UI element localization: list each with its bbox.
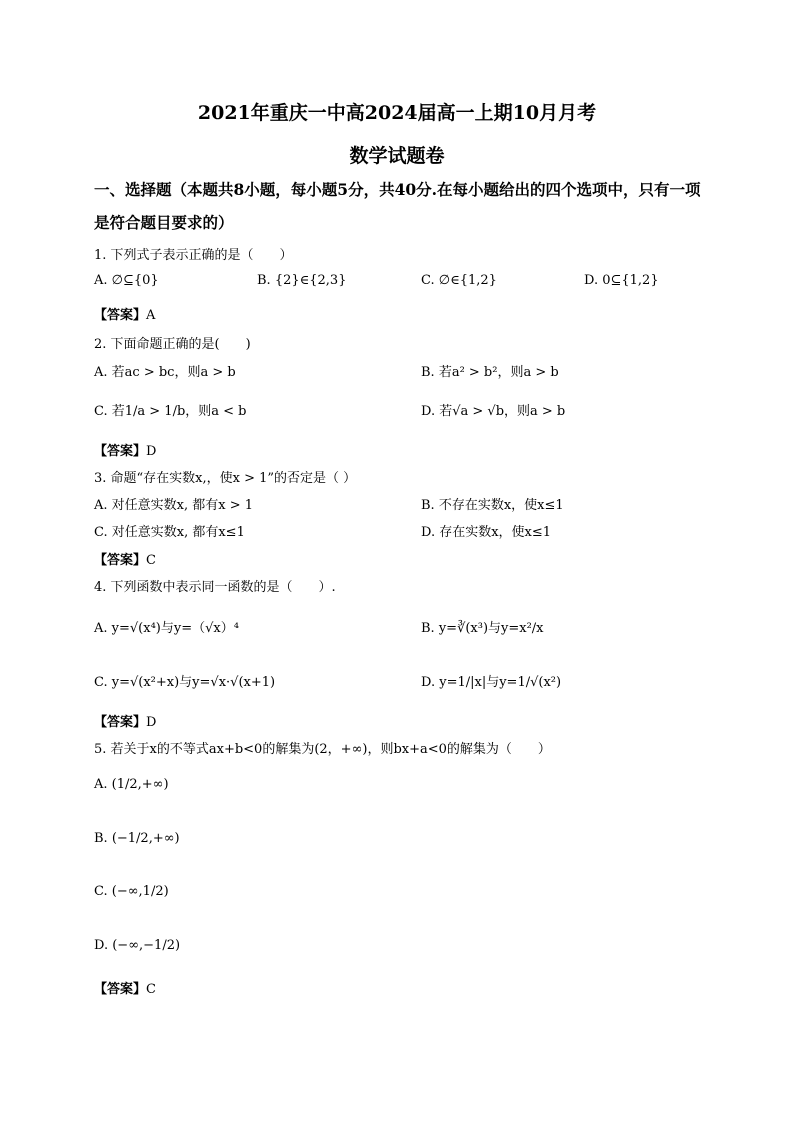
q4-option-d: D. y=1/|x|与y=1/√(x²) [421, 675, 562, 690]
q2-answer-value: D [146, 444, 157, 459]
q4-option-a: A. y=√(x⁴)与y=（√x）⁴ [94, 621, 239, 636]
q2-option-d: D. 若√a > √b，则a > b [421, 404, 566, 419]
q4-option-b: B. y=∛(x³)与y=x²/x [421, 621, 544, 636]
exam-title: 2021年重庆一中高2024届高一上期10月月考 [197, 102, 597, 124]
q5-option-c: C. (−∞,1/2) [94, 884, 169, 899]
q1-option-d: D. 0⊆{1,2} [584, 273, 659, 288]
q4-answer [94, 711, 156, 730]
answer-tag: 【答案】 [94, 553, 147, 568]
q3-answer-value: C [146, 553, 156, 568]
question-3-stem: 3. 命题“存在实数x,，使x > 1”的否定是（ ） [94, 471, 357, 486]
answer-tag: 【答案】 [94, 444, 147, 459]
question-4-stem: 4. 下列函数中表示同一函数的是（ ）. [94, 580, 336, 595]
q3-option-d: D. 存在实数x，使x≤1 [421, 525, 552, 540]
q5-option-b: B. (−1/2,+∞) [94, 831, 180, 846]
q5-answer-value: C [146, 982, 156, 997]
q1-option-b: B. {2}∈{2,3} [257, 273, 347, 288]
q5-option-a: A. (1/2,+∞) [94, 777, 169, 792]
answer-tag: 【答案】 [94, 982, 147, 997]
q1-option-c: C. ∅∈{1,2} [421, 273, 497, 288]
question-1-stem: 1. 下列式子表示正确的是（ ） [94, 248, 293, 263]
q4-answer-value: D [146, 715, 157, 730]
q3-option-b: B. 不存在实数x，使x≤1 [421, 498, 564, 513]
q1-option-a: A. ∅⊆{0} [94, 273, 159, 288]
question-5-stem: 5. 若关于x的不等式ax+b<0的解集为(2，+∞)，则bx+a<0的解集为（ ） [94, 742, 551, 757]
answer-tag: 【答案】 [94, 715, 147, 730]
section-heading: 一、选择题（本题共8小题，每小题5分，共40分.在每小题给出的四个选项中，只有一项是符合题目要求的） [94, 180, 701, 232]
question-2-stem: 2. 下面命题正确的是( ) [94, 337, 251, 352]
q2-option-c: C. 若1/a > 1/b，则a < b [94, 404, 247, 419]
q3-option-c: C. 对任意实数x, 都有x≤1 [94, 525, 245, 540]
q2-option-a: A. 若ac > bc，则a > b [94, 365, 236, 380]
q5-option-d: D. (−∞,−1/2) [94, 938, 181, 953]
q1-answer-value: A [146, 308, 156, 323]
q2-answer [94, 440, 156, 459]
exam-subtitle: 数学试题卷 [349, 145, 445, 167]
q1-answer [94, 304, 155, 323]
q3-answer [94, 549, 156, 568]
q3-option-a: A. 对任意实数x, 都有x > 1 [94, 498, 254, 513]
q5-answer [94, 978, 156, 997]
q4-option-c: C. y=√(x²+x)与y=√x·√(x+1) [94, 675, 276, 690]
answer-tag: 【答案】 [94, 308, 147, 323]
q2-option-b: B. 若a² > b²，则a > b [421, 365, 559, 380]
